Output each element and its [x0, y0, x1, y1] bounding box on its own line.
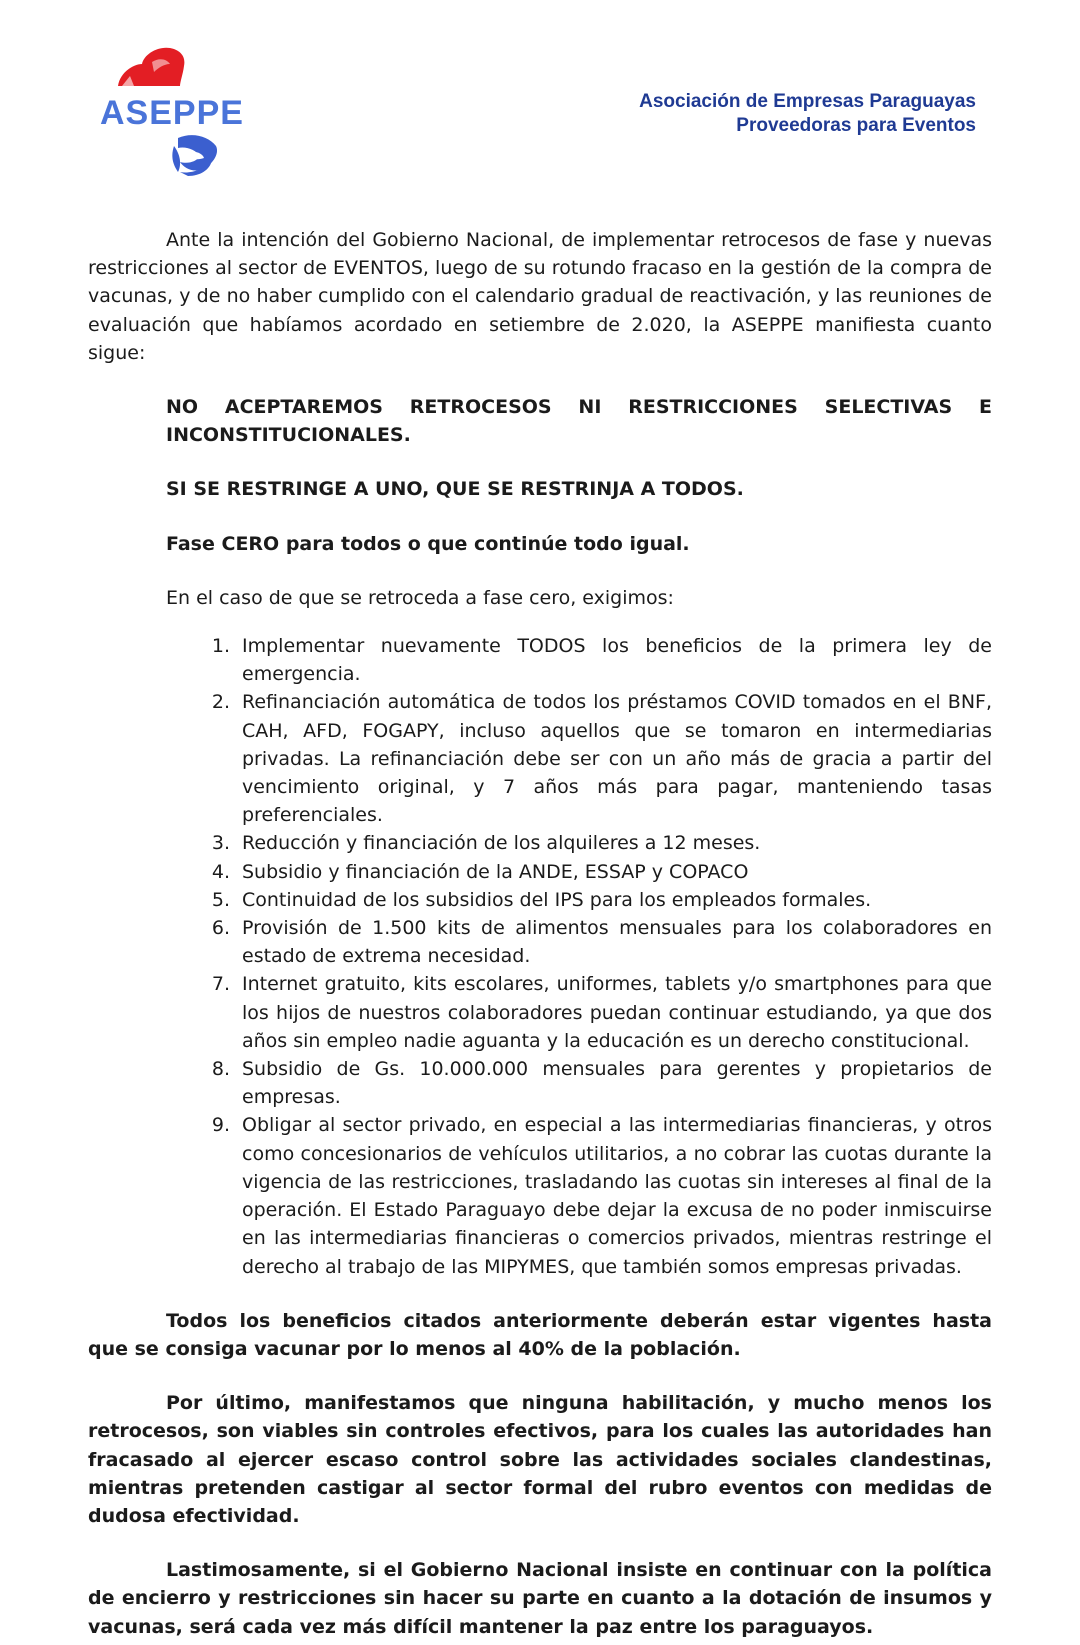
demands-intro: En el caso de que se retroceda a fase cero, exigimos:	[166, 586, 674, 609]
list-item-number: 5.	[211, 888, 230, 911]
org-line-1: Asociación de Empresas Paraguayas	[639, 91, 976, 112]
list-item	[88, 688, 992, 829]
organization-name	[639, 90, 976, 138]
document-body	[88, 226, 992, 1641]
closing-benefits-paragraph: Todos los beneficios citados anteriormente deberán estar vigentes hasta que se consiga vacunar por lo menos al 40% de la población.	[88, 1309, 992, 1360]
statement-fase-cero: Fase CERO para todos o que continúe todo igual.	[166, 532, 690, 555]
list-item	[88, 829, 992, 857]
org-line-2: Proveedoras para Eventos	[736, 115, 976, 136]
intro-paragraph: Ante la intención del Gobierno Nacional, de implementar retrocesos de fase y nuevas restricciones al sector de EVENTOS, luego de su rotundo fracaso en la gestión de la compra de vacunas, y de no haber cumplido con el calendario gradual de reactivación, y las reuniones de evaluación que habíamos acordado en setiembre de 2.020, la ASEPPE manifiesta cuanto sigue:	[88, 229, 992, 364]
list-item	[88, 1055, 992, 1111]
list-item	[88, 858, 992, 886]
list-item-number: 6.	[211, 917, 230, 940]
list-item-text: Refinanciación automática de todos los préstamos COVID tomados en el BNF, CAH, AFD, FOGAPY, incluso aquellos que se tomaron en intermediarias privadas. La refinanciación debe ser con un año más de gracia a partir del vencimiento original, y 7 años más para pagar, manteniendo tasas preferenciales.	[242, 691, 992, 827]
list-item-number: 7.	[211, 973, 230, 996]
list-item-number: 4.	[211, 860, 230, 883]
aseppe-logo	[100, 42, 260, 187]
closing-peace-paragraph: Lastimosamente, si el Gobierno Nacional insiste en continuar con la política de encierro y restricciones sin hacer su parte en cuanto a la dotación de insumos y vacunas, será cada vez más difícil mantener la paz entre los paraguayos.	[88, 1559, 992, 1638]
list-item-text: Implementar nuevamente TODOS los beneficios de la primera ley de emergencia.	[242, 635, 992, 686]
list-item-text: Subsidio y financiación de la ANDE, ESSAP y COPACO	[242, 860, 749, 883]
list-item-text: Internet gratuito, kits escolares, uniformes, tablets y/o smartphones para que los hijos de nuestros colaboradores puedan continuar estudiando, ya que dos años sin empleo nadie aguanta y la educación es un derecho constitucional.	[242, 973, 992, 1052]
demands-list	[88, 632, 992, 1281]
list-item	[88, 1111, 992, 1280]
list-item-text: Subsidio de Gs. 10.000.000 mensuales para gerentes y propietarios de empresas.	[242, 1058, 992, 1109]
list-item-number: 9.	[211, 1114, 230, 1137]
list-item-number: 3.	[211, 832, 230, 855]
statement-si-se-restringe: SI SE RESTRINGE A UNO, QUE SE RESTRINJA A TODOS.	[166, 478, 744, 501]
list-item	[88, 632, 992, 688]
list-item-number: 8.	[211, 1058, 230, 1081]
list-item-number: 1.	[211, 635, 230, 658]
list-item-number: 2.	[211, 691, 230, 714]
list-item-text: Reducción y financiación de los alquileres a 12 meses.	[242, 832, 761, 855]
list-item-text: Provisión de 1.500 kits de alimentos mensuales para los colaboradores en estado de extrema necesidad.	[242, 917, 992, 968]
logo-text: ASEPPE	[100, 94, 244, 132]
list-item	[88, 970, 992, 1055]
list-item-text: Continuidad de los subsidios del IPS para los empleados formales.	[242, 888, 872, 911]
list-item	[88, 914, 992, 970]
closing-controls-paragraph: Por último, manifestamos que ninguna habilitación, y mucho menos los retrocesos, son viables sin controles efectivos, para los cuales las autoridades han fracasado al ejercer escaso control sobre las actividades sociales clandestinas, mientras pretenden castigar al sector formal del rubro eventos con medidas de dudosa efectividad.	[88, 1392, 992, 1527]
statement-no-aceptaremos: NO ACEPTAREMOS RETROCESOS NI RESTRICCIONES SELECTIVAS E INCONSTITUCIONALES.	[166, 396, 992, 447]
list-item	[88, 886, 992, 914]
list-item-text: Obligar al sector privado, en especial a las intermediarias financieras, y otros como concesionarios de vehículos utilitarios, a no cobrar las cuotas durante la vigencia de las restricciones, trasladando las cuotas sin intereses al final de la operación. El Estado Paraguayo debe dejar la excusa de no poder inmiscuirse en las intermediarias financieras o comercios privados, mientras restringe el derecho al trabajo de las MIPYMES, que también somos empresas privadas.	[242, 1114, 992, 1278]
